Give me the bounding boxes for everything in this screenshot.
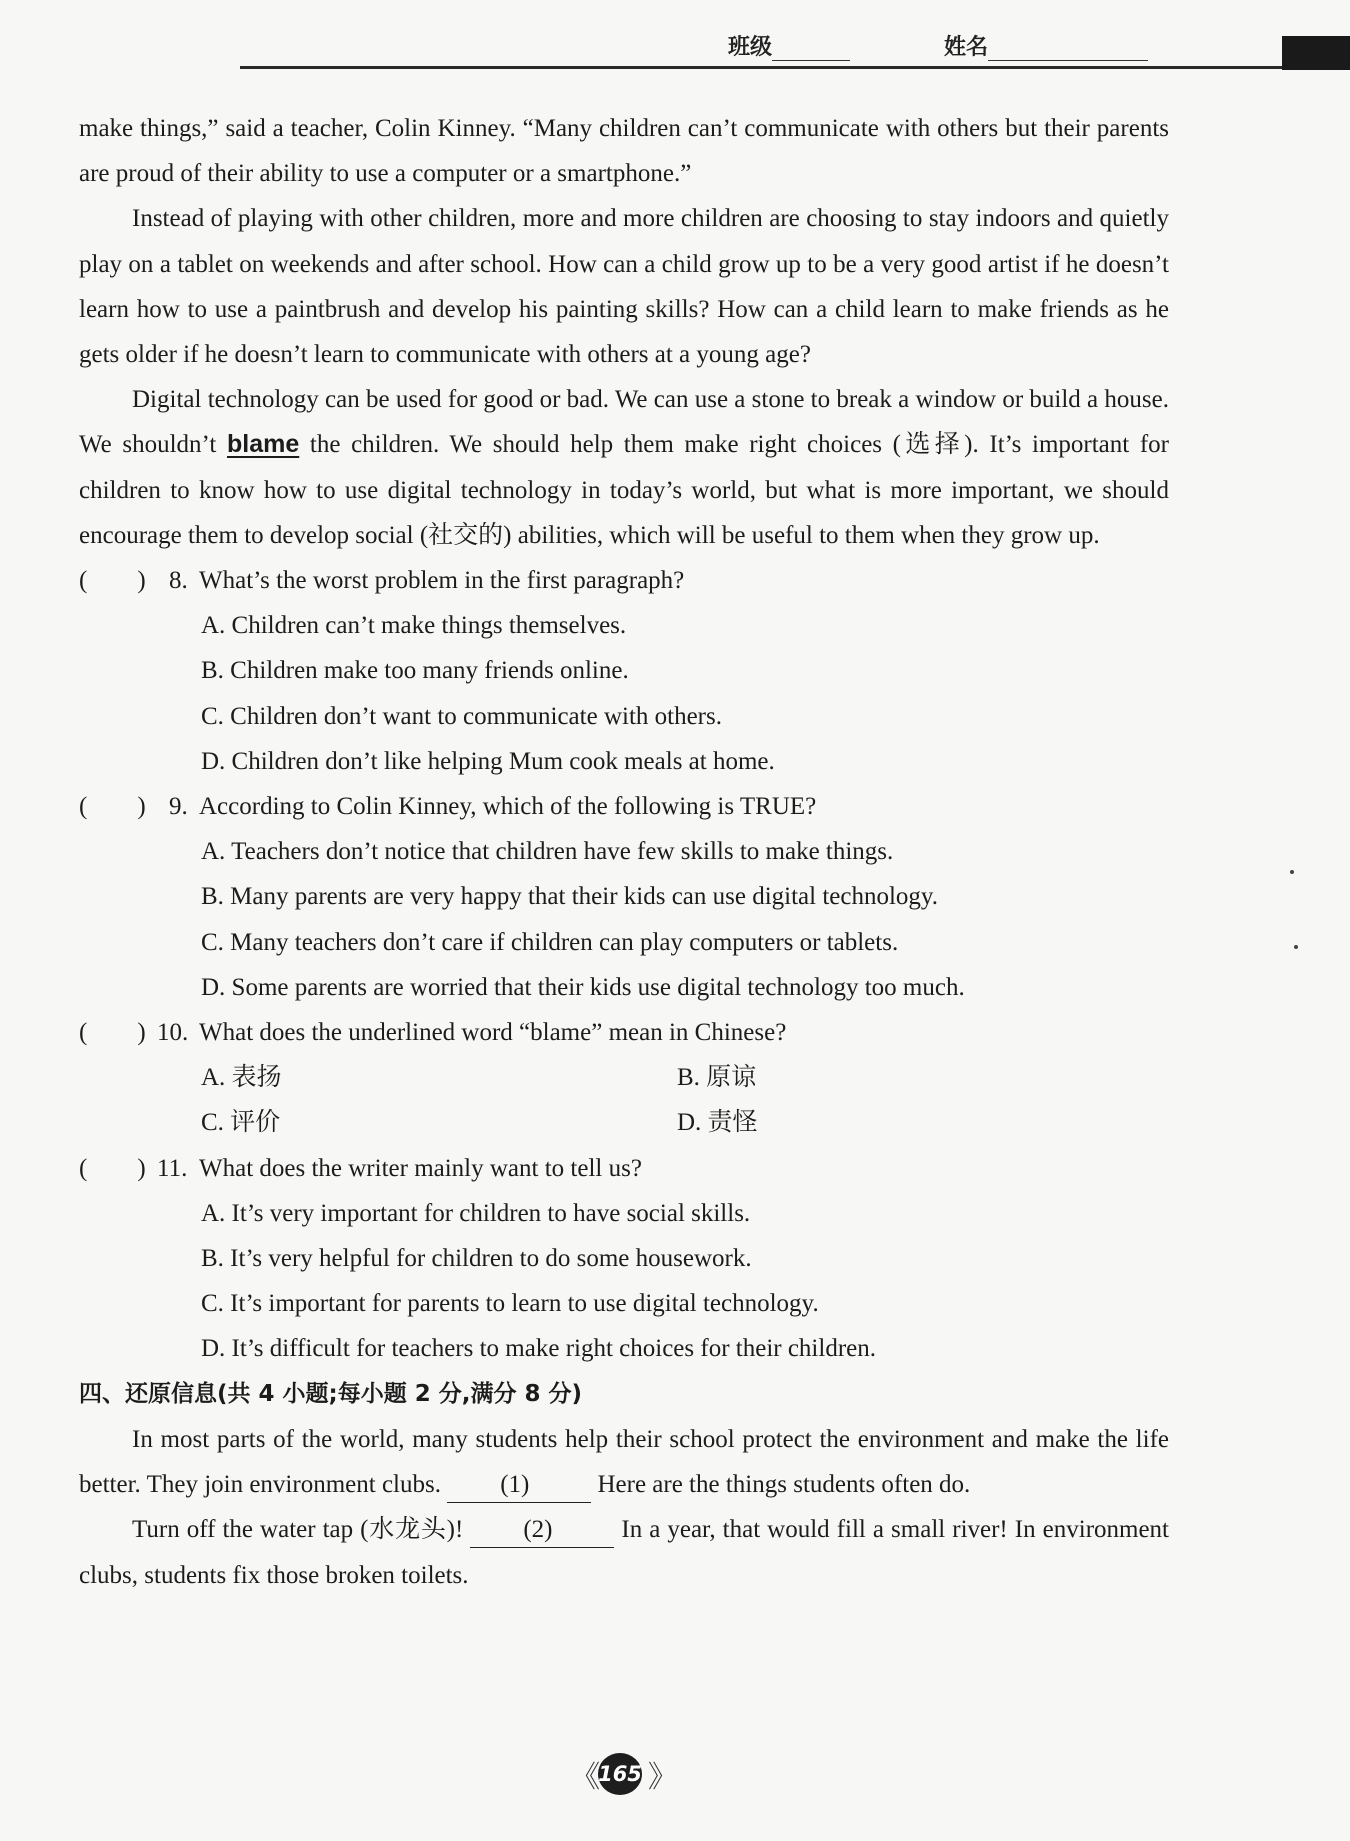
option-d: D. Children don’t like helping Mum cook meals at home. xyxy=(201,747,775,775)
header-rule xyxy=(240,66,1350,69)
question-10 xyxy=(79,1010,1169,1055)
page-number-badge: 165 xyxy=(598,1753,642,1795)
question-number: 10. xyxy=(157,1019,189,1047)
option-row-1 xyxy=(79,1055,1169,1100)
class-label: 班级 xyxy=(728,35,773,60)
question-number: 11. xyxy=(157,1154,188,1182)
option-d: D. Some parents are worried that their kids use digital technology too much. xyxy=(201,973,965,1001)
option-b: B. It’s very helpful for children to do some housework. xyxy=(201,1245,752,1273)
p2-before: Digital technology can be used for good or bad. We can use a stone to break a window or build a house. We shouldn’t xyxy=(79,386,1169,459)
answer-blank[interactable]: ( ) xyxy=(79,567,146,595)
option-d: D. It’s difficult for teachers to make right choices for their children. xyxy=(201,1335,876,1363)
name-field xyxy=(944,30,1148,61)
question-8 xyxy=(79,558,1169,603)
name-blank[interactable] xyxy=(988,36,1148,61)
question-text: What’s the worst problem in the first paragraph? xyxy=(199,567,685,595)
p2-after: the children. We should help them make right choices (选择). It’s important for children to know how to use digital technology in today’s world, but what is more important, we should encourage them to develop social (社交的) abilities, which will be useful to them when they grow up. xyxy=(79,431,1169,549)
option-row-2 xyxy=(79,1100,1169,1145)
option-c: C. It’s important for parents to learn to use digital technology. xyxy=(201,1290,819,1318)
section-4-paragraph-1 xyxy=(79,1417,1169,1507)
chevron-left-icon: 《 xyxy=(570,1760,593,1795)
option-b: B. 原谅 xyxy=(677,1064,757,1092)
header-block xyxy=(1282,36,1350,70)
option-a: A. Children can’t make things themselves. xyxy=(201,612,627,640)
name-label: 姓名 xyxy=(944,35,989,60)
underlined-word-blame: blame xyxy=(226,430,300,459)
s4-p2-before: Turn off the water tap (水龙头)! xyxy=(132,1516,471,1544)
chevron-right-icon: 》 xyxy=(647,1760,670,1795)
option-c: C. Children don’t want to communicate with others. xyxy=(201,702,722,730)
question-11 xyxy=(79,1146,1169,1191)
passage-paragraph-0: make things,” said a teacher, Colin Kinney. “Many children can’t communicate with others but their parents are proud of their ability to use a computer or a smartphone.” xyxy=(79,115,1169,188)
section-4-paragraph-2 xyxy=(79,1507,1169,1597)
passage-paragraph-2 xyxy=(79,377,1169,558)
section-4-title: 四、还原信息(共 4 小题;每小题 2 分,满分 8 分) xyxy=(79,1380,583,1407)
question-text: According to Colin Kinney, which of the following is TRUE? xyxy=(199,793,817,821)
option-a: A. 表扬 xyxy=(201,1064,282,1092)
question-number: 8. xyxy=(169,567,188,595)
passage-paragraph-1: Instead of playing with other children, more and more children are choosing to stay indoors and quietly play on a tablet on weekends and after school. How can a child grow up to be a very good artist if he doesn’t learn how to use a paintbrush and develop his painting skills? How can a child learn to make friends as he gets older if he doesn’t learn to communicate with others at a young age? xyxy=(79,205,1169,369)
page-header xyxy=(0,0,1350,80)
page-content xyxy=(79,106,1169,1598)
s4-p1-after: Here are the things students often do. xyxy=(591,1471,971,1499)
scan-speck xyxy=(1290,870,1294,874)
option-c: C. Many teachers don’t care if children can play computers or tablets. xyxy=(201,928,899,956)
class-blank[interactable] xyxy=(772,36,850,61)
blank-2[interactable]: (2) xyxy=(470,1513,614,1548)
option-a: A. Teachers don’t notice that children have few skills to make things. xyxy=(201,838,894,866)
class-field xyxy=(728,30,850,61)
option-a: A. It’s very important for children to have social skills. xyxy=(201,1199,751,1227)
option-b: B. Many parents are very happy that their kids can use digital technology. xyxy=(201,883,939,911)
option-d: D. 责怪 xyxy=(677,1109,758,1137)
option-c: C. 评价 xyxy=(201,1109,281,1137)
answer-blank[interactable]: ( ) xyxy=(79,793,146,821)
answer-blank[interactable]: ( ) xyxy=(79,1154,146,1182)
s4-p1-before: In most parts of the world, many students help their school protect the environment and make the life better. They join environment clubs. xyxy=(79,1425,1169,1499)
s4-p2-after: In a year, that would fill a small river! In environment clubs, students fix those broken toilets. xyxy=(79,1516,1170,1589)
blank-1[interactable]: (1) xyxy=(447,1468,591,1503)
question-text: What does the underlined word “blame” mean in Chinese? xyxy=(199,1019,787,1047)
page-number xyxy=(570,1750,670,1798)
answer-blank[interactable]: ( ) xyxy=(79,1019,146,1047)
scan-speck xyxy=(1294,945,1298,949)
option-b: B. Children make too many friends online. xyxy=(201,657,629,685)
question-number: 9. xyxy=(169,793,188,821)
question-9 xyxy=(79,784,1169,829)
question-text: What does the writer mainly want to tell us? xyxy=(199,1154,642,1182)
